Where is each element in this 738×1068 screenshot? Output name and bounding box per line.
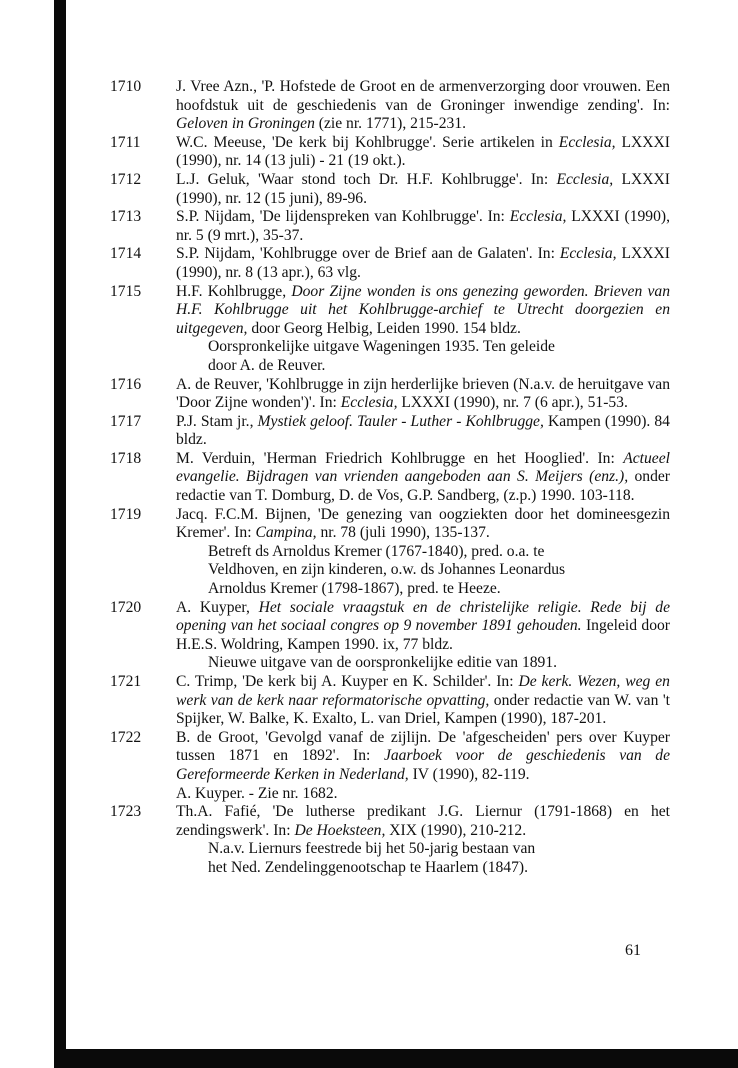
bibliography-entry <box>110 803 670 877</box>
entry-number: 1717 <box>110 412 142 430</box>
bibliography-entry <box>110 245 670 282</box>
citation-title: Ecclesia, <box>509 208 567 226</box>
citation-text: S.P. Nijdam, 'Kohlbrugge over de Brief aan de Galaten'. In: <box>176 245 560 263</box>
entry-note: Veldhoven, en zijn kinderen, o.w. ds Johannes Leonardus <box>208 561 566 579</box>
citation-title: De Hoeksteen, <box>294 821 386 839</box>
bibliography-entry <box>110 283 670 376</box>
entry-number: 1716 <box>110 375 142 393</box>
citation-text: LXXXI (1990), nr. 5 (9 mrt.), 35-37. <box>176 208 670 244</box>
page-number: 61 <box>625 942 641 959</box>
citation-text: Ingeleid door H.E.S. Woldring, Kampen 1990. ix, 77 bldz. <box>176 617 670 653</box>
entry-number: 1715 <box>110 282 142 300</box>
entry-citation <box>176 413 670 450</box>
citation-text: M. Verduin, 'Herman Friedrich Kohlbrugge en het Hooglied'. In: <box>176 449 624 467</box>
entry-citation <box>176 208 670 245</box>
entry-citation <box>176 376 670 413</box>
citation-text: onder redactie van T. Domburg, D. de Vos, G.P. Sandberg, (z.p.) 1990. 103-118. <box>176 468 671 505</box>
entry-number: 1721 <box>110 673 142 690</box>
citation-text: L.J. Geluk, 'Waar stond toch Dr. H.F. Kohlbrugge'. In: <box>176 170 557 188</box>
bibliography-entry <box>110 78 670 134</box>
citation-title: Jaarboek voor de geschiedenis van de Gereformeerde Kerken in Nederland, <box>176 747 670 783</box>
bibliography-entry <box>110 673 670 729</box>
citation-text: A. Kuyper, <box>176 598 259 616</box>
entry-number: 1719 <box>110 505 142 523</box>
bibliography-entry <box>110 599 670 673</box>
entry-number: 1711 <box>110 133 141 151</box>
citation-text: (zie nr. 1771), 215-231. <box>314 115 467 133</box>
citation-text: LXXXI (1990), nr. 7 (6 apr.), 51-53. <box>397 394 628 412</box>
entry-number: 1722 <box>110 728 142 746</box>
entry-citation <box>176 283 670 339</box>
citation-text: A. Kuyper. - Zie nr. 1682. <box>176 784 338 802</box>
citation-text: Jacq. F.C.M. Bijnen, 'De genezing van oogziekten door het domineesgezin Kremer'. In: <box>176 505 670 542</box>
citation-text: S.P. Nijdam, 'De lijdenspreken van Kohlbrugge'. In: <box>176 208 510 226</box>
entry-number: 1714 <box>110 245 142 263</box>
citation-text: LXXXI (1990), nr. 8 (13 apr.), 63 vlg. <box>176 245 670 281</box>
entry-number: 1718 <box>110 449 142 467</box>
citation-title: Ecclesia, <box>558 133 616 151</box>
citation-text: H.F. Kohlbrugge, <box>176 282 292 300</box>
entry-note: Betreft ds Arnoldus Kremer (1767-1840), pred. o.a. te <box>208 542 545 560</box>
bibliography-entry <box>110 208 670 245</box>
entry-citation <box>176 245 670 282</box>
entry-note: door A. de Reuver. <box>208 356 326 374</box>
citation-text: Kampen (1990). 84 bldz. <box>176 412 670 449</box>
scan-border-left <box>54 0 66 1068</box>
citation-text: XIX (1990), 210-212. <box>385 821 527 839</box>
citation-title: Geloven in Groningen <box>176 115 315 133</box>
entry-citation <box>176 171 670 208</box>
citation-text: B. de Groot, 'Gevolgd vanaf de zijlijn. De 'afgescheiden' pers over Kuyper tussen 1871 en 1892'. In: <box>176 728 670 765</box>
citation-text: door Georg Helbig, Leiden 1990. 154 bldz. <box>247 319 521 337</box>
bibliography-entry <box>110 413 670 450</box>
citation-title: Ecclesia, <box>340 394 398 412</box>
citation-title: Ecclesia, <box>559 245 617 263</box>
entry-number: 1713 <box>110 208 142 226</box>
citation-text: IV (1990), 82-119. <box>408 765 530 783</box>
citation-text: onder redactie van W. van 't Spijker, W. Balke, K. Exalto, L. van Driel, Kampen (1990), 187-201. <box>176 691 670 728</box>
bibliography-entry <box>110 376 670 413</box>
citation-text: J. Vree Azn., 'P. Hofstede de Groot en de armenverzorging door vrouwen. Een hoofdstuk uit de geschiedenis van de Groninger inwendige zending'. In: <box>176 78 670 114</box>
entry-note: het Ned. Zendelinggenootschap te Haarlem (1847). <box>208 858 528 876</box>
citation-text: LXXXI (1990), nr. 12 (15 juni), 89-96. <box>176 170 670 207</box>
entry-note: Arnoldus Kremer (1798-1867), pred. te Heeze. <box>208 580 501 598</box>
citation-text: LXXXI (1990), nr. 14 (13 juli) - 21 (19 okt.). <box>176 133 670 170</box>
bibliography-entry <box>110 134 670 171</box>
entry-citation <box>176 134 670 171</box>
bibliography-entry <box>110 450 670 506</box>
entry-number: 1712 <box>110 170 142 188</box>
entry-citation <box>176 506 670 543</box>
citation-title: De kerk. Wezen, weg en werk van de kerk naar reformatorische opvatting, <box>176 673 670 709</box>
bibliography-entry <box>110 729 670 803</box>
entry-number: 1720 <box>110 598 142 616</box>
entry-citation <box>176 729 670 803</box>
citation-text: W.C. Meeuse, 'De kerk bij Kohlbrugge'. Serie artikelen in <box>176 133 559 151</box>
citation-text: Th.A. Fafié, 'De lutherse predikant J.G. Liernur (1791-1868) en het zendingswerk'. In: <box>176 803 670 839</box>
bibliography-entry <box>110 506 670 599</box>
scan-border-bottom <box>54 1049 738 1068</box>
bibliography-entry <box>110 171 670 208</box>
citation-title: Mystiek geloof. Tauler - Luther - Kohlbrugge, <box>257 412 544 430</box>
entry-note: Nieuwe uitgave van de oorspronkelijke editie van 1891. <box>208 654 558 672</box>
entry-citation <box>176 673 670 729</box>
citation-title: Ecclesia, <box>556 170 614 188</box>
citation-text: A. de Reuver, 'Kohlbrugge in zijn herderlijke brieven (N.a.v. de heruitgave van 'Door Zijne wonden')'. In: <box>176 375 670 412</box>
citation-title: Het sociale vraagstuk en de christelijke religie. Rede bij de opening van het sociaal congres op 9 november 1891 gehouden. <box>176 598 671 635</box>
entry-note: Oorspronkelijke uitgave Wageningen 1935. Ten geleide <box>208 338 555 356</box>
citation-text: P.J. Stam jr., <box>176 412 258 430</box>
entry-number: 1723 <box>110 803 142 821</box>
citation-title: Campina, <box>255 524 317 542</box>
entry-citation <box>176 78 670 134</box>
bibliography-page <box>110 78 670 878</box>
citation-title: Actueel evangelie. Bijdragen van vrienden aangeboden aan S. Meijers (enz.), <box>176 449 670 486</box>
entry-citation <box>176 450 670 506</box>
entry-citation <box>176 599 670 655</box>
citation-text: nr. 78 (juli 1990), 135-137. <box>316 524 490 542</box>
entry-number: 1710 <box>110 78 142 95</box>
citation-text: C. Trimp, 'De kerk bij A. Kuyper en K. Schilder'. In: <box>176 673 519 690</box>
entry-note: N.a.v. Liernurs feestrede bij het 50-jarig bestaan van <box>208 840 536 858</box>
citation-title: Door Zijne wonden is ons genezing geworden. Brieven van H.F. Kohlbrugge uit het Kohlbrugge-archief te Utrecht doorgezien en uitgegeven, <box>176 282 670 337</box>
entry-citation <box>176 803 670 840</box>
